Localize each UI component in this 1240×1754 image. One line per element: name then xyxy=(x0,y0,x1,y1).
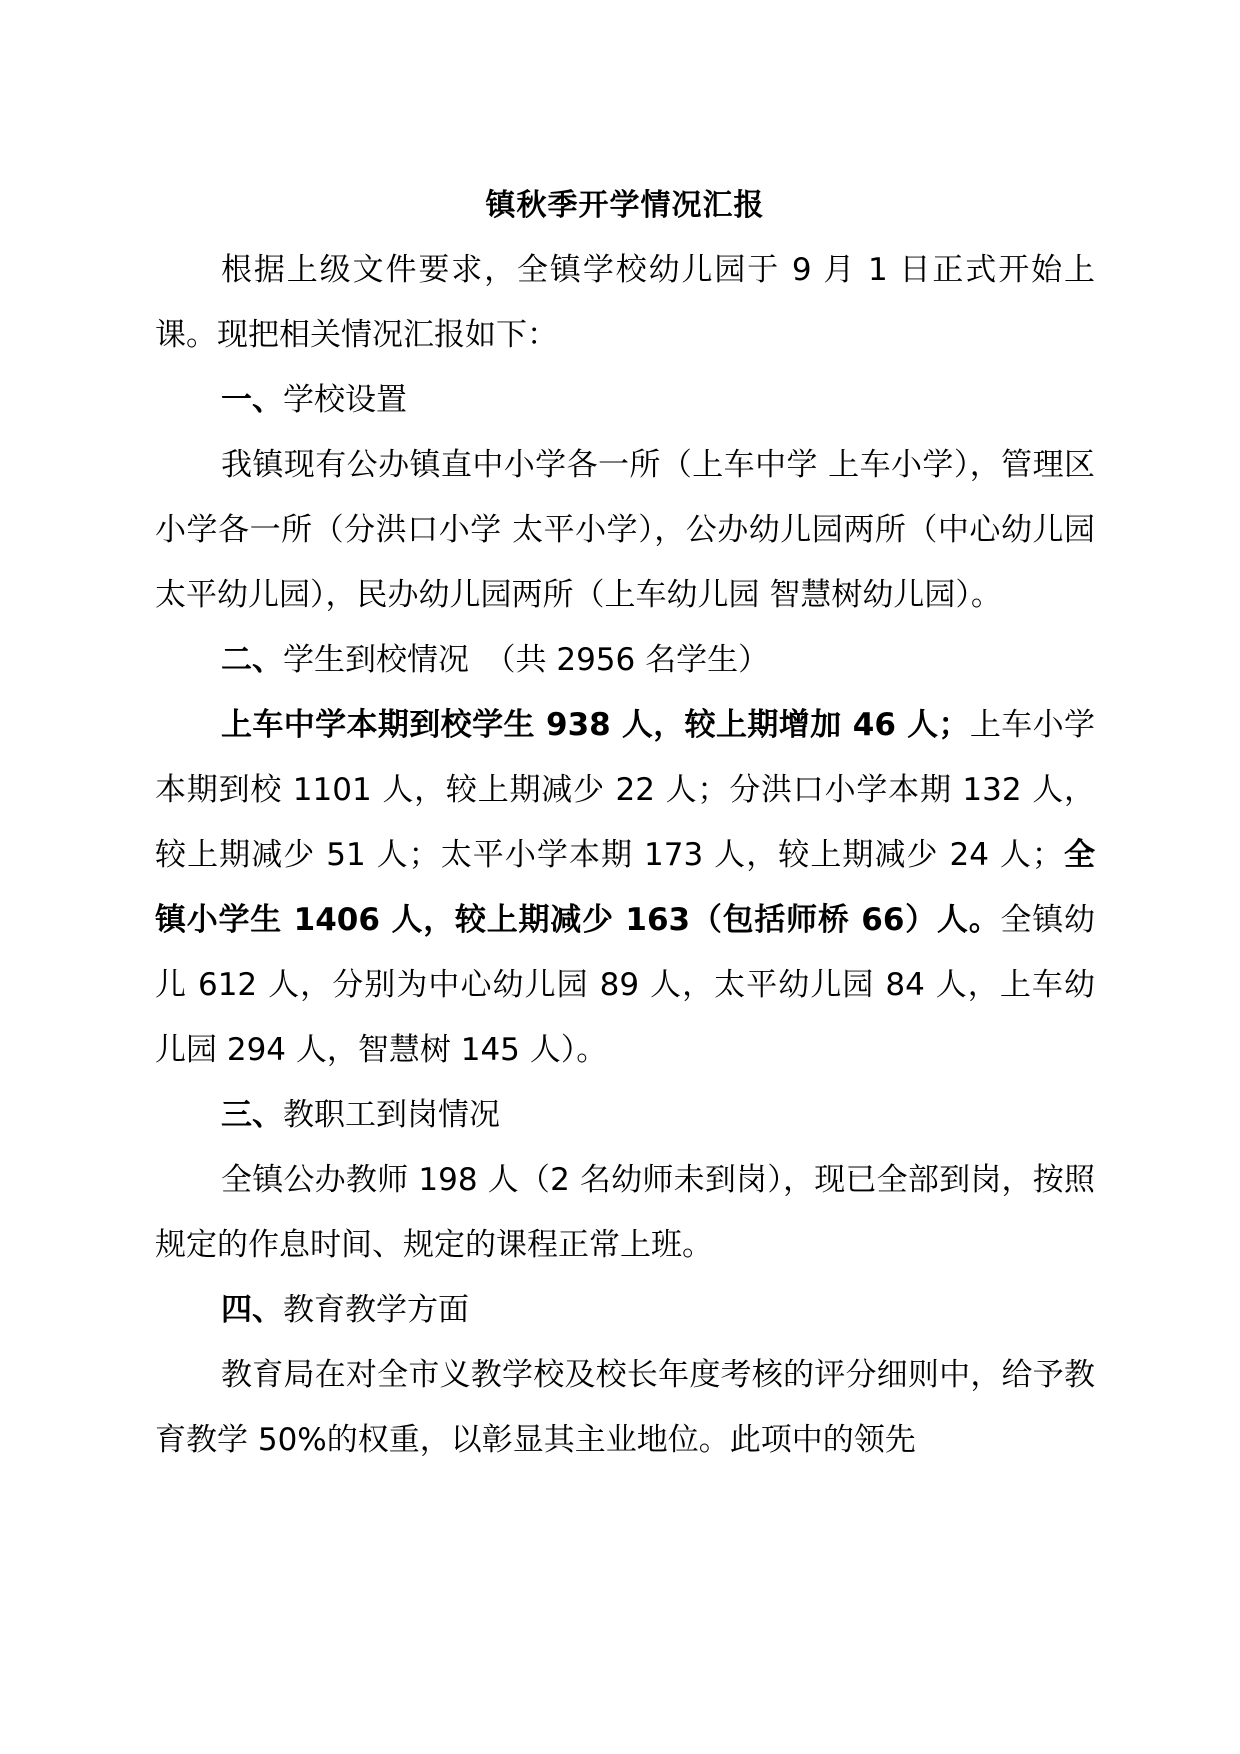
section-4-heading xyxy=(155,1278,1095,1343)
section-4-body: 教育局在对全市义教学校及校长年度考核的评分细则中，给予教育教学 50%的权重，以彰显其主业地位。此项中的领先 xyxy=(155,1357,1095,1458)
section-2-text-1: 上车小学本期到校 1101 人，较上期减少 22 人；分洪口小学本期 132 人，较上期减少 51 人；太平小学本期 173 人，较上期减少 24 人； xyxy=(155,707,1095,873)
section-3-number: 三、 xyxy=(221,1097,283,1133)
section-1-number: 一、 xyxy=(221,382,283,418)
section-2-body xyxy=(155,693,1095,1083)
section-2-number: 二、 xyxy=(221,642,283,678)
section-2-text-2: 全镇幼儿 612 人，分别为中心幼儿园 89 人，太平幼儿园 84 人，上车幼儿园 294 人，智慧树 145 人）。 xyxy=(155,902,1096,1068)
section-3-body: 全镇公办教师 198 人（2 名幼师未到岗），现已全部到岗，按照规定的作息时间、规定的课程正常上班。 xyxy=(155,1162,1095,1263)
section-2-bold-2: 全镇小学生 1406 人，较上期减少 163（包括师桥 66）人。 xyxy=(155,837,1096,938)
intro-paragraph: 根据上级文件要求，全镇学校幼儿园于 9 月 1 日正式开始上课。现把相关情况汇报如下： xyxy=(155,252,1095,353)
document-title: 镇秋季开学情况汇报 xyxy=(485,188,765,223)
section-1-body: 我镇现有公办镇直中小学各一所（上车中学 上车小学），管理区小学各一所（分洪口小学 太平小学），公办幼儿园两所（中心幼儿园 太平幼儿园），民办幼儿园两所（上车幼儿园 智慧树幼儿园）。 xyxy=(155,447,1095,613)
section-4-number: 四、 xyxy=(221,1292,283,1328)
section-4-title: 教育教学方面 xyxy=(283,1292,469,1328)
section-2-title: 学生到校情况 （共 2956 名学生） xyxy=(283,642,770,678)
section-3-title: 教职工到岗情况 xyxy=(283,1097,500,1133)
section-3-heading xyxy=(155,1083,1095,1148)
section-2-heading xyxy=(155,628,1095,693)
document-page xyxy=(155,182,1095,1473)
section-1-title: 学校设置 xyxy=(283,382,407,418)
section-2-bold-1: 上车中学本期到校学生 938 人，较上期增加 46 人； xyxy=(221,707,970,743)
section-1-heading xyxy=(155,368,1095,433)
